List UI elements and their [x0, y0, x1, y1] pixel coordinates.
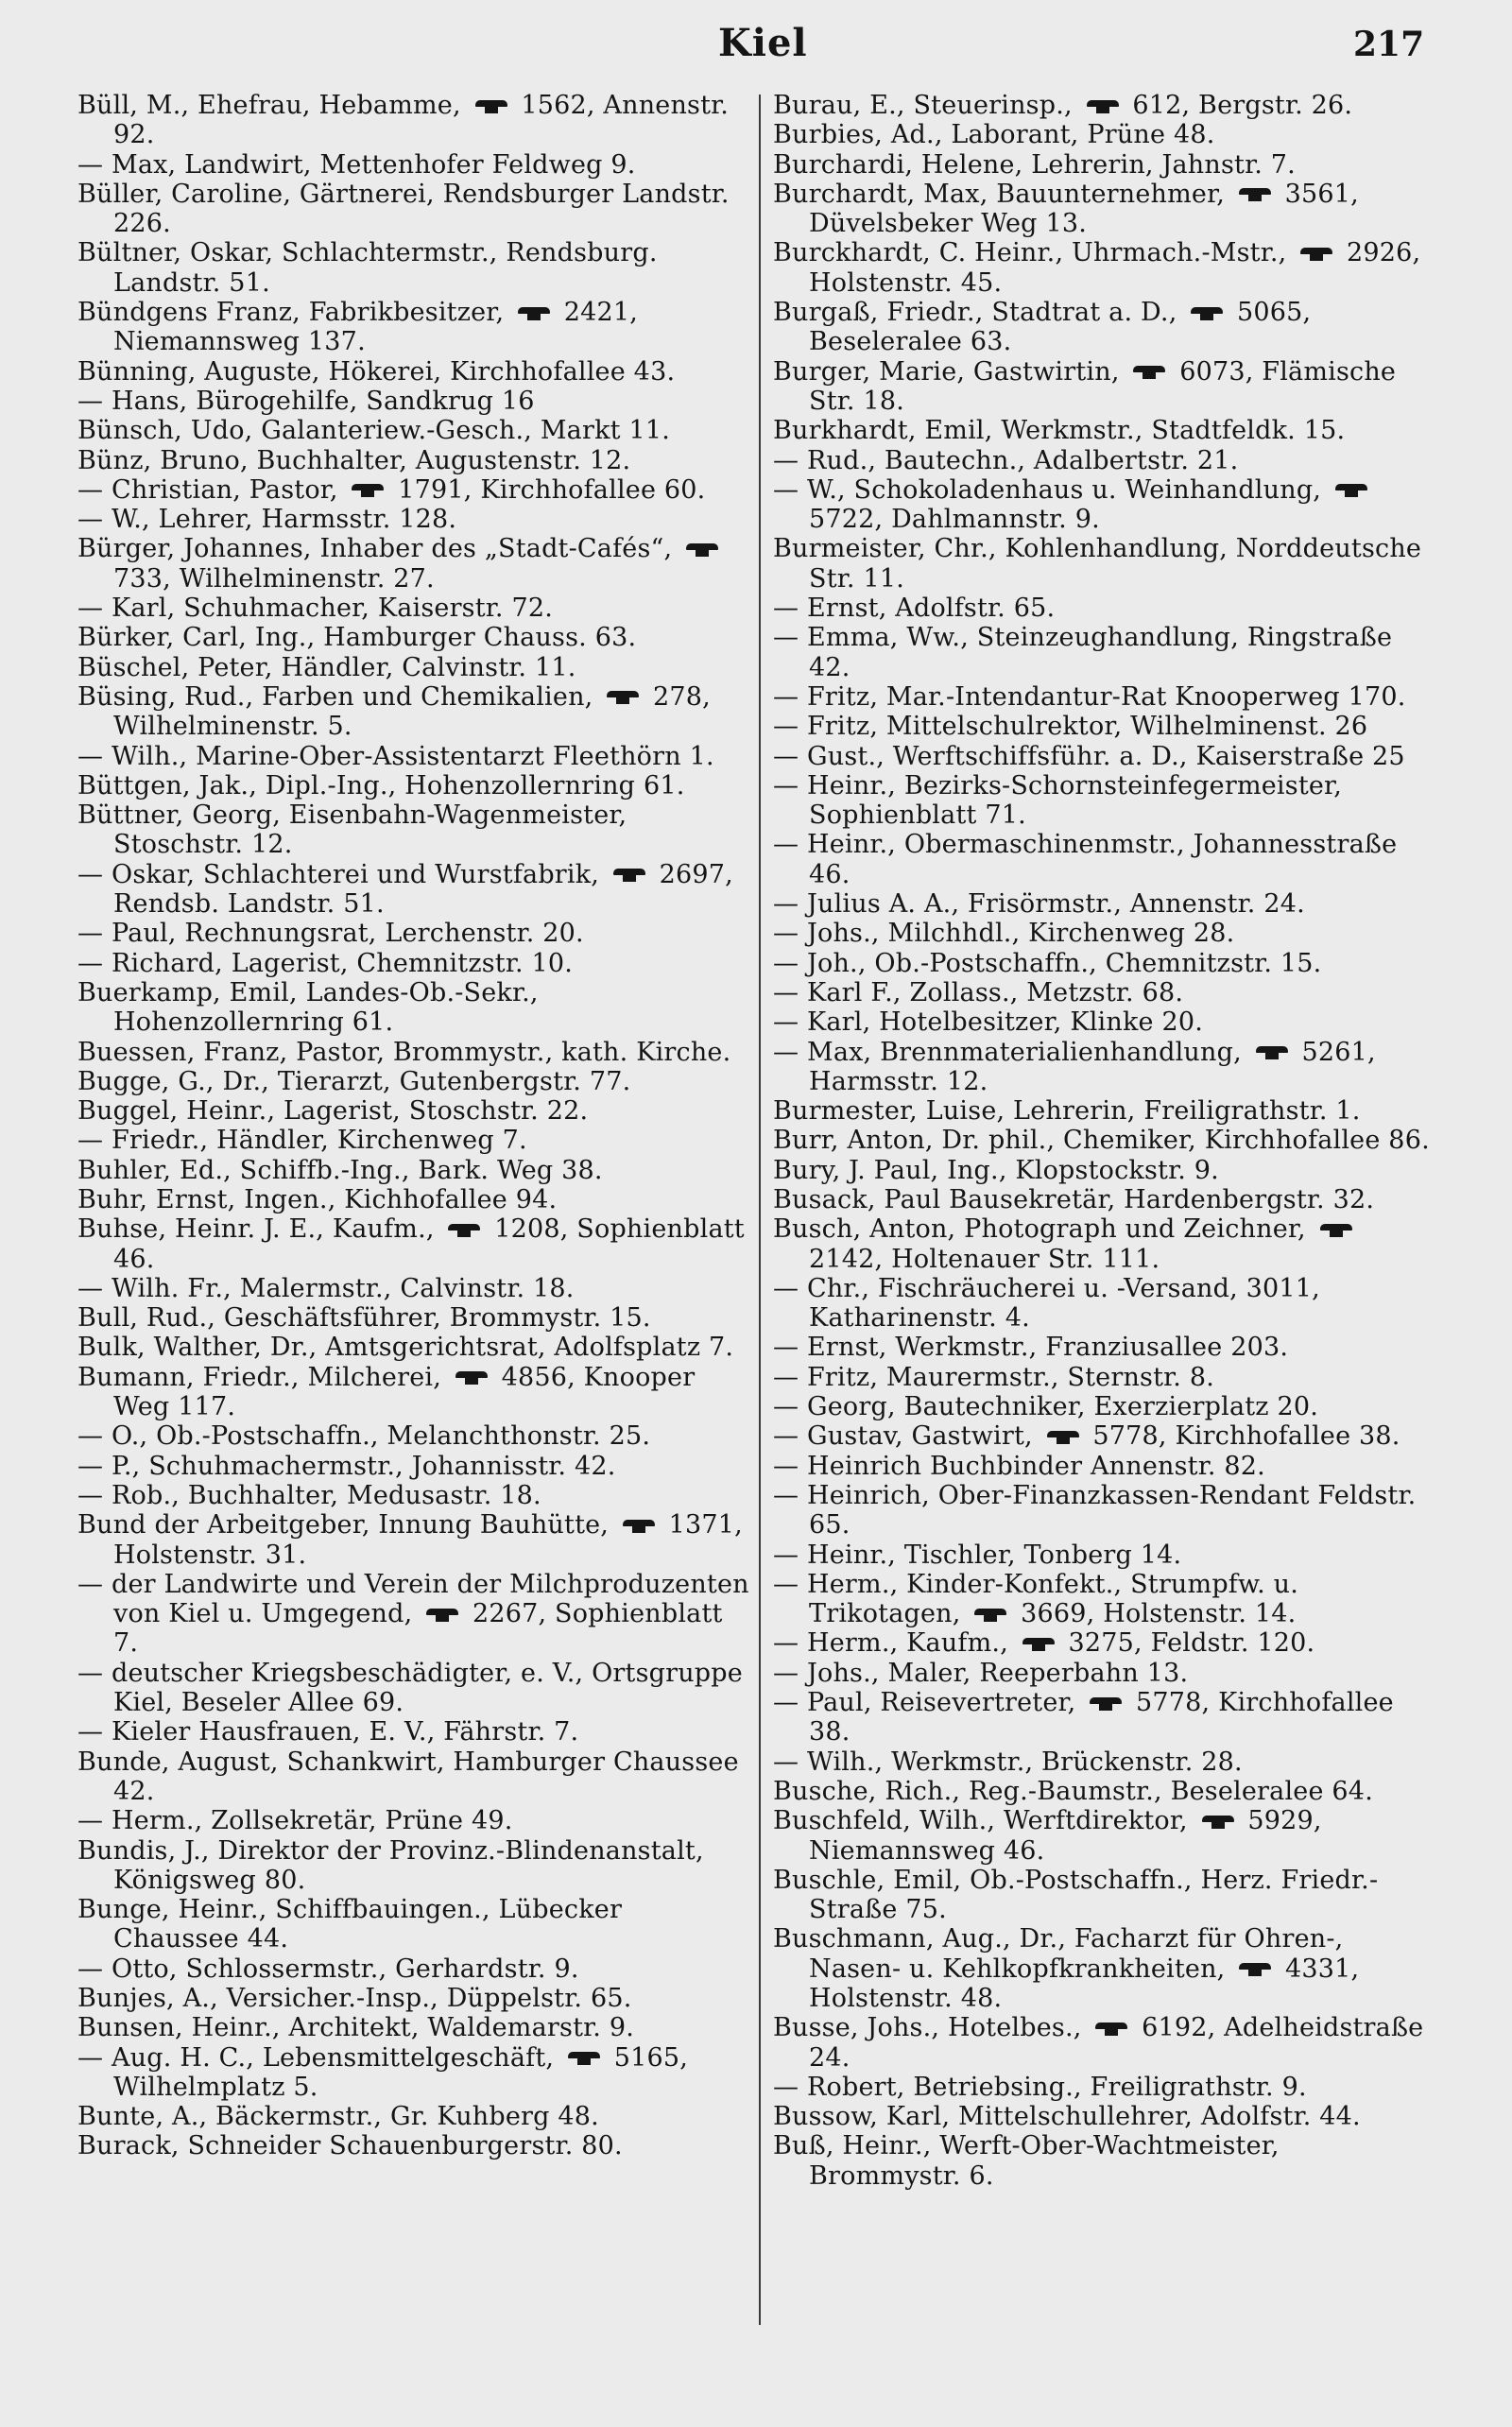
- entry-text: Buggel, Heinr., Lagerist, Stoschstr. 22.: [77, 1096, 589, 1127]
- entry-text: — Richard, Lagerist, Chemnitzstr. 10.: [77, 948, 574, 978]
- entry-text: Burgaß, Friedr., Stadtrat a. D.,: [773, 298, 1186, 328]
- entry-text: — Chr., Fischräucherei u. -Versand, 3011, Katharinenstr. 4.: [773, 1273, 1320, 1334]
- directory-entry: [773, 91, 1435, 120]
- directory-entry: [77, 1333, 753, 1362]
- entry-text: — W., Lehrer, Harmsstr. 128.: [77, 505, 457, 535]
- entry-text: Bunjes, A., Versicher.-Insp., Düppelstr. 65.: [77, 1984, 632, 2013]
- telephone-icon: [426, 1609, 458, 1622]
- directory-entry: [773, 1126, 1435, 1155]
- entry-text: 5165, Wilhelmplatz 5.: [113, 2042, 689, 2102]
- directory-entry: [773, 771, 1435, 831]
- directory-entry: [77, 653, 753, 682]
- directory-entry: [773, 1747, 1435, 1777]
- entry-text: Büsing, Rud., Farben und Chemikalien,: [77, 681, 602, 712]
- telephone-icon: [613, 869, 645, 882]
- directory-entry: [77, 2102, 753, 2131]
- directory-entry: [77, 150, 753, 180]
- entry-text: Buerkamp, Emil, Landes-Ob.-Sekr., Hohenzollernring 61.: [77, 977, 539, 1038]
- entry-text: — Heinr., Obermaschinenmstr., Johannesstraße 46.: [773, 830, 1398, 889]
- telephone-icon: [1022, 1638, 1055, 1651]
- entry-text: Buhse, Heinr. J. E., Kaufm.,: [77, 1214, 443, 1245]
- directory-entry: [77, 2131, 753, 2160]
- directory-entry: [773, 919, 1435, 948]
- directory-entry: [773, 682, 1435, 712]
- column-divider: [759, 95, 761, 2325]
- telephone-icon: [1087, 100, 1119, 113]
- directory-entry: [773, 475, 1435, 535]
- directory-entry: [77, 1747, 753, 1807]
- entry-text: Bundis, J., Direktor der Provinz.-Blindenanstalt, Königsweg 80.: [77, 1835, 704, 1895]
- directory-entry: [773, 1156, 1435, 1185]
- telephone-icon: [1133, 366, 1165, 379]
- entry-text: — Georg, Bautechniker, Exerzierplatz 20.: [773, 1392, 1319, 1422]
- directory-entry: [77, 1126, 753, 1155]
- entry-text: Burger, Marie, Gastwirtin,: [773, 356, 1128, 387]
- telephone-icon: [1202, 1816, 1234, 1829]
- telephone-icon: [1320, 1224, 1352, 1237]
- telephone-icon: [1095, 2022, 1127, 2036]
- entry-text: Busack, Paul Bausekretär, Hardenbergstr. 32.: [773, 1184, 1375, 1214]
- telephone-icon: [1047, 1431, 1079, 1444]
- directory-entry: [77, 1214, 753, 1274]
- entry-text: Busch, Anton, Photograph und Zeichner,: [773, 1214, 1314, 1245]
- entry-text: — Herm., Kinder-Konfekt., Strumpfw. u. Trikotagen,: [773, 1569, 1299, 1629]
- directory-entry: [773, 357, 1435, 417]
- entry-text: — Ernst, Adolfstr. 65.: [773, 594, 1056, 624]
- directory-entry: [77, 742, 753, 771]
- entry-text: 278, Wilhelminenstr. 5.: [113, 681, 711, 742]
- entry-text: 3561, Düvelsbeker Weg 13.: [809, 179, 1359, 239]
- entry-text: 5778, Kirchhofallee 38.: [1084, 1421, 1400, 1452]
- directory-entry: [77, 1717, 753, 1747]
- directory-entry: [773, 1866, 1435, 1925]
- entry-text: 2267, Sophienblatt 7.: [113, 1599, 723, 1659]
- entry-text: 5065, Beseleralee 63.: [809, 298, 1312, 357]
- entry-text: — Rob., Buchhalter, Medusastr. 18.: [77, 1480, 541, 1510]
- directory-entry: [77, 949, 753, 978]
- entry-text: Bund der Arbeitgeber, Innung Bauhütte,: [77, 1510, 617, 1541]
- entry-text: — P., Schuhmachermstr., Johannisstr. 42.: [77, 1451, 616, 1481]
- entry-text: Buß, Heinr., Werft-Ober-Wachtmeister, Brommystr. 6.: [773, 2131, 1280, 2191]
- entry-text: Burack, Schneider Schauenburgerstr. 80.: [77, 2131, 623, 2161]
- directory-entry: [77, 1156, 753, 1185]
- entry-text: — Herm., Zollsekretär, Prüne 49.: [77, 1806, 513, 1836]
- telephone-icon: [475, 100, 507, 113]
- telephone-icon: [1256, 1046, 1288, 1059]
- directory-entry: [773, 712, 1435, 741]
- entry-text: Bussow, Karl, Mittelschullehrer, Adolfstr. 44.: [773, 2102, 1361, 2132]
- entry-text: 612, Bergstr. 26.: [1124, 91, 1353, 120]
- directory-entry: [77, 623, 753, 652]
- directory-entry: [77, 1421, 753, 1451]
- directory-entry: [773, 2102, 1435, 2131]
- entry-text: — Kieler Hausfrauen, E. V., Fährstr. 7.: [77, 1717, 579, 1747]
- entry-text: Bunsen, Heinr., Architekt, Waldemarstr. 9.: [77, 2013, 634, 2043]
- entry-text: 5778, Kirchhofallee 38.: [809, 1688, 1394, 1747]
- directory-entry: [773, 623, 1435, 682]
- entry-text: Bunte, A., Bäckermstr., Gr. Kuhberg 48.: [77, 2102, 599, 2132]
- telephone-icon: [623, 1520, 655, 1533]
- directory-entry: [77, 1984, 753, 2013]
- entry-text: Burr, Anton, Dr. phil., Chemiker, Kirchhofallee 86.: [773, 1126, 1430, 1156]
- entry-text: — Gustav, Gastwirt,: [773, 1421, 1041, 1452]
- entry-text: 5929, Niemannsweg 46.: [809, 1806, 1322, 1866]
- telephone-icon: [1090, 1697, 1122, 1711]
- directory-entry: [77, 1510, 753, 1570]
- entry-text: — Herm., Kaufm.,: [773, 1628, 1017, 1659]
- entry-text: Bünz, Bruno, Buchhalter, Augustenstr. 12.: [77, 445, 631, 475]
- entry-text: 6192, Adelheidstraße 24.: [809, 2013, 1424, 2073]
- directory-entry: [77, 1185, 753, 1214]
- telephone-icon: [607, 691, 639, 704]
- directory-entry: [773, 2131, 1435, 2191]
- entry-text: 5722, Dahlmannstr. 9.: [809, 505, 1100, 535]
- entry-text: — Karl, Hotelbesitzer, Klinke 20.: [773, 1007, 1204, 1038]
- directory-entry: [773, 446, 1435, 475]
- entry-text: Burmester, Luise, Lehrerin, Freiligrathstr. 1.: [773, 1096, 1361, 1127]
- entry-text: — Friedr., Händler, Kirchenweg 7.: [77, 1126, 527, 1156]
- entry-text: Burau, E., Steuerinsp.,: [773, 91, 1081, 120]
- entry-text: — Hans, Bürogehilfe, Sandkrug 16: [77, 386, 535, 416]
- entry-text: — W., Schokoladenhaus u. Weinhandlung,: [773, 474, 1330, 505]
- directory-entry: [773, 742, 1435, 771]
- entry-text: Buschle, Emil, Ob.-Postschaffn., Herz. Friedr.-Straße 75.: [773, 1865, 1379, 1925]
- directory-entry: [773, 180, 1435, 239]
- directory-entry: [773, 2013, 1435, 2073]
- entry-text: — Heinrich Buchbinder Annenstr. 82.: [773, 1451, 1265, 1481]
- entry-text: — Gust., Werftschiffsführ. a. D., Kaiserstraße 25: [773, 741, 1405, 771]
- directory-entry: [773, 1806, 1435, 1866]
- entry-text: — Otto, Schlossermstr., Gerhardstr. 9.: [77, 1954, 579, 1984]
- directory-entry: [77, 534, 753, 594]
- directory-entry: [773, 1541, 1435, 1570]
- entry-text: Bulk, Walther, Dr., Amtsgerichtsrat, Adolfsplatz 7.: [77, 1333, 734, 1363]
- entry-text: Buhr, Ernst, Ingen., Kichhofallee 94.: [77, 1184, 558, 1214]
- entry-text: — Karl F., Zollass., Metzstr. 68.: [773, 977, 1184, 1007]
- entry-text: — Johs., Maler, Reeperbahn 13.: [773, 1658, 1189, 1688]
- entry-text: Burkhardt, Emil, Werkmstr., Stadtfeldk. 15.: [773, 416, 1346, 446]
- entry-text: 4856, Knooper Weg 117.: [113, 1362, 696, 1422]
- directory-entry: [773, 298, 1435, 357]
- directory-entry: [773, 1924, 1435, 2013]
- telephone-icon: [1239, 1963, 1271, 1976]
- entry-text: — Paul, Rechnungsrat, Lerchenstr. 20.: [77, 919, 584, 949]
- entry-text: — Oskar, Schlachterei und Wurstfabrik,: [77, 859, 608, 889]
- entry-text: 5261, Harmsstr. 12.: [809, 1037, 1376, 1096]
- directory-entry: [773, 830, 1435, 889]
- directory-entry: [77, 1570, 753, 1659]
- directory-entry: [773, 1481, 1435, 1541]
- telephone-icon: [1300, 248, 1332, 261]
- entry-text: — Robert, Betriebsing., Freiligrathstr. 9.: [773, 2072, 1307, 2102]
- entry-text: Buschfeld, Wilh., Werftdirektor,: [773, 1806, 1196, 1836]
- directory-entry: [77, 1806, 753, 1835]
- telephone-icon: [352, 484, 384, 497]
- entry-text: — Julius A. A., Frisörmstr., Annenstr. 24.: [773, 889, 1305, 920]
- entry-text: — Fritz, Maurermstr., Sternstr. 8.: [773, 1362, 1215, 1392]
- directory-entry: [773, 534, 1435, 594]
- directory-entry: [773, 1333, 1435, 1362]
- entry-text: — Karl, Schuhmacher, Kaiserstr. 72.: [77, 594, 554, 624]
- telephone-icon: [974, 1609, 1006, 1622]
- directory-entry: [773, 978, 1435, 1007]
- directory-entry: [773, 1421, 1435, 1451]
- directory-entry: [773, 1185, 1435, 1214]
- left-column: [77, 91, 753, 2161]
- entry-text: — Fritz, Mittelschulrektor, Wilhelminenst. 26: [773, 712, 1368, 742]
- entry-text: — Max, Landwirt, Mettenhofer Feldweg 9.: [77, 149, 636, 180]
- directory-entry: [77, 1659, 753, 1718]
- directory-entry: [77, 682, 753, 742]
- directory-entry: [77, 1954, 753, 1984]
- entry-text: — deutscher Kriegsbeschädigter, e. V., Ortsgruppe Kiel, Beseler Allee 69.: [77, 1658, 743, 1718]
- entry-text: Bumann, Friedr., Milcherei,: [77, 1362, 450, 1392]
- directory-entry: [773, 1214, 1435, 1274]
- directory-entry: [77, 594, 753, 623]
- directory-entry: [773, 889, 1435, 919]
- directory-entry: [773, 1038, 1435, 1097]
- entry-text: — Wilh. Fr., Malermstr., Calvinstr. 18.: [77, 1273, 575, 1303]
- page-number: 217: [1353, 25, 1425, 64]
- right-column: [773, 91, 1435, 2191]
- entry-text: — Max, Brennmaterialienhandlung,: [773, 1037, 1250, 1067]
- directory-entry: [773, 1392, 1435, 1421]
- directory-entry: [77, 1452, 753, 1481]
- directory-entry: [773, 2073, 1435, 2102]
- directory-entry: [77, 1363, 753, 1422]
- directory-entry: [773, 1628, 1435, 1658]
- directory-entry: [77, 978, 753, 1038]
- entry-text: Büll, M., Ehefrau, Hebamme,: [77, 91, 470, 120]
- directory-entry: [773, 1363, 1435, 1392]
- telephone-icon: [568, 2052, 600, 2065]
- directory-entry: [77, 387, 753, 416]
- entry-text: 2926, Holstenstr. 45.: [809, 238, 1421, 298]
- entry-text: Bunde, August, Schankwirt, Hamburger Chaussee 42.: [77, 1747, 739, 1806]
- directory-entry: [773, 594, 1435, 623]
- entry-text: 2697, Rendsb. Landstr. 51.: [113, 859, 733, 920]
- entry-text: — O., Ob.-Postschaffn., Melanchthonstr. 25.: [77, 1421, 651, 1452]
- entry-text: Büttner, Georg, Eisenbahn-Wagenmeister, Stoschstr. 12.: [77, 800, 627, 860]
- entry-text: Bugge, G., Dr., Tierarzt, Gutenbergstr. 77.: [77, 1066, 631, 1096]
- directory-entry: [773, 1007, 1435, 1037]
- entry-text: Burchardt, Max, Bauunternehmer,: [773, 179, 1233, 209]
- entry-text: Buhler, Ed., Schiffb.-Ing., Bark. Weg 38.: [77, 1155, 603, 1185]
- entry-text: 1791, Kirchhofallee 60.: [389, 474, 706, 505]
- entry-text: Buschmann, Aug., Dr., Facharzt für Ohren-, Nasen- u. Kehlkopfkrankheiten,: [773, 1924, 1344, 1984]
- entry-text: — Wilh., Marine-Ober-Assistentarzt Fleethörn 1.: [77, 741, 714, 771]
- directory-entry: [77, 505, 753, 534]
- directory-entry: [77, 1038, 753, 1067]
- directory-entry: [773, 120, 1435, 149]
- telephone-icon: [1335, 484, 1367, 497]
- page-title: Kiel: [718, 21, 808, 65]
- directory-entry: [773, 1570, 1435, 1629]
- entry-text: — Ernst, Werkmstr., Franziusallee 203.: [773, 1333, 1289, 1363]
- entry-text: 2142, Holtenauer Str. 111.: [809, 1244, 1160, 1274]
- telephone-icon: [1191, 307, 1223, 320]
- directory-entry: [773, 1452, 1435, 1481]
- entry-text: — der Landwirte und Verein der Milchproduzenten von Kiel u. Umgegend,: [77, 1569, 749, 1629]
- entry-text: Bültner, Oskar, Schlachtermstr., Rendsburg. Landstr. 51.: [77, 238, 658, 298]
- directory-entry: [77, 2043, 753, 2103]
- directory-entry: [77, 800, 753, 860]
- directory-entry: [773, 150, 1435, 180]
- entry-text: Burckhardt, C. Heinr., Uhrmach.-Mstr.,: [773, 238, 1296, 268]
- entry-text: — Aug. H. C., Lebensmittelgeschäft,: [77, 2042, 562, 2073]
- directory-entry: [77, 1303, 753, 1333]
- directory-entry: [77, 91, 753, 150]
- directory-entry: [773, 1274, 1435, 1334]
- entry-text: — Heinrich, Ober-Finanzkassen-Rendant Feldstr. 65.: [773, 1480, 1417, 1541]
- entry-text: Busche, Rich., Reg.-Baumstr., Beseleralee 64.: [773, 1776, 1373, 1806]
- directory-entry: [77, 1067, 753, 1096]
- entry-text: 3669, Holstenstr. 14.: [1012, 1599, 1297, 1629]
- directory-entry: [773, 1096, 1435, 1126]
- directory-entry: [773, 1659, 1435, 1688]
- telephone-icon: [686, 543, 718, 557]
- entry-text: Bull, Rud., Geschäftsführer, Brommystr. 15.: [77, 1303, 651, 1334]
- entry-text: — Wilh., Werkmstr., Brückenstr. 28.: [773, 1747, 1243, 1777]
- directory-entry: [773, 949, 1435, 978]
- directory-entry: [77, 1096, 753, 1126]
- entry-text: — Christian, Pastor,: [77, 474, 347, 505]
- entry-text: Burmeister, Chr., Kohlenhandlung, Norddeutsche Str. 11.: [773, 534, 1422, 594]
- entry-text: 4331, Holstenstr. 48.: [809, 1954, 1360, 2013]
- entry-text: — Heinr., Bezirks-Schornsteinfegermeister, Sophienblatt 71.: [773, 770, 1342, 831]
- entry-text: 1208, Sophienblatt 46.: [113, 1214, 745, 1274]
- directory-entry: [77, 446, 753, 475]
- directory-entry: [77, 860, 753, 920]
- directory-entry: [77, 771, 753, 800]
- entry-text: — Emma, Ww., Steinzeughandlung, Ringstraße 42.: [773, 623, 1393, 682]
- directory-entry: [773, 1777, 1435, 1806]
- directory-entry: [77, 238, 753, 298]
- entry-text: Büschel, Peter, Händler, Calvinstr. 11.: [77, 652, 576, 682]
- directory-entry: [77, 416, 753, 445]
- directory-entry: [77, 1836, 753, 1896]
- directory-entry: [77, 1274, 753, 1303]
- entry-text: Büttgen, Jak., Dipl.-Ing., Hohenzollernring 61.: [77, 770, 685, 800]
- directory-entry: [77, 180, 753, 239]
- directory-entry: [77, 919, 753, 948]
- entry-text: Bünsch, Udo, Galanteriew.-Gesch., Markt 11.: [77, 416, 671, 446]
- directory-entry: [773, 238, 1435, 298]
- entry-text: 1371, Holstenstr. 31.: [113, 1510, 743, 1570]
- entry-text: — Fritz, Mar.-Intendantur-Rat Knooperweg 170.: [773, 681, 1406, 712]
- entry-text: Busse, Johs., Hotelbes.,: [773, 2013, 1091, 2043]
- entry-text: — Heinr., Tischler, Tonberg 14.: [773, 1540, 1182, 1570]
- entry-text: Burchardi, Helene, Lehrerin, Jahnstr. 7.: [773, 149, 1296, 180]
- entry-text: Buessen, Franz, Pastor, Brommystr., kath. Kirche.: [77, 1037, 731, 1067]
- directory-entry: [77, 357, 753, 387]
- entry-text: 1562, Annenstr. 92.: [113, 91, 730, 150]
- entry-text: Bury, J. Paul, Ing., Klopstockstr. 9.: [773, 1155, 1219, 1185]
- directory-entry: [77, 475, 753, 505]
- entry-text: Bündgens Franz, Fabrikbesitzer,: [77, 298, 513, 328]
- entry-text: Bürker, Carl, Ing., Hamburger Chauss. 63.: [77, 623, 637, 653]
- telephone-icon: [448, 1224, 480, 1237]
- entry-text: Bünning, Auguste, Hökerei, Kirchhofallee 43.: [77, 356, 676, 387]
- directory-entry: [773, 416, 1435, 445]
- directory-entry: [77, 298, 753, 357]
- entry-text: — Paul, Reisevertreter,: [773, 1688, 1085, 1718]
- directory-entry: [77, 1895, 753, 1954]
- telephone-icon: [1239, 188, 1271, 201]
- telephone-icon: [455, 1371, 488, 1385]
- entry-text: 3275, Feldstr. 120.: [1059, 1628, 1315, 1659]
- entry-text: Büller, Caroline, Gärtnerei, Rendsburger Landstr. 226.: [77, 179, 730, 239]
- entry-text: — Rud., Bautechn., Adalbertstr. 21.: [773, 445, 1239, 475]
- entry-text: 733, Wilhelminenstr. 27.: [113, 563, 435, 594]
- entry-text: Bürger, Johannes, Inhaber des „Stadt-Cafés“,: [77, 534, 681, 564]
- directory-entry: [77, 2013, 753, 2042]
- directory-entry: [77, 1481, 753, 1510]
- telephone-icon: [518, 307, 550, 320]
- entry-text: 6073, Flämische Str. 18.: [809, 356, 1397, 416]
- entry-text: — Joh., Ob.-Postschaffn., Chemnitzstr. 15.: [773, 948, 1322, 978]
- directory-entry: [773, 1688, 1435, 1747]
- entry-text: Burbies, Ad., Laborant, Prüne 48.: [773, 120, 1215, 150]
- entry-text: Bunge, Heinr., Schiffbauingen., Lübecker Chaussee 44.: [77, 1895, 623, 1954]
- entry-text: — Johs., Milchhdl., Kirchenweg 28.: [773, 919, 1235, 949]
- entry-text: 2421, Niemannsweg 137.: [113, 298, 639, 357]
